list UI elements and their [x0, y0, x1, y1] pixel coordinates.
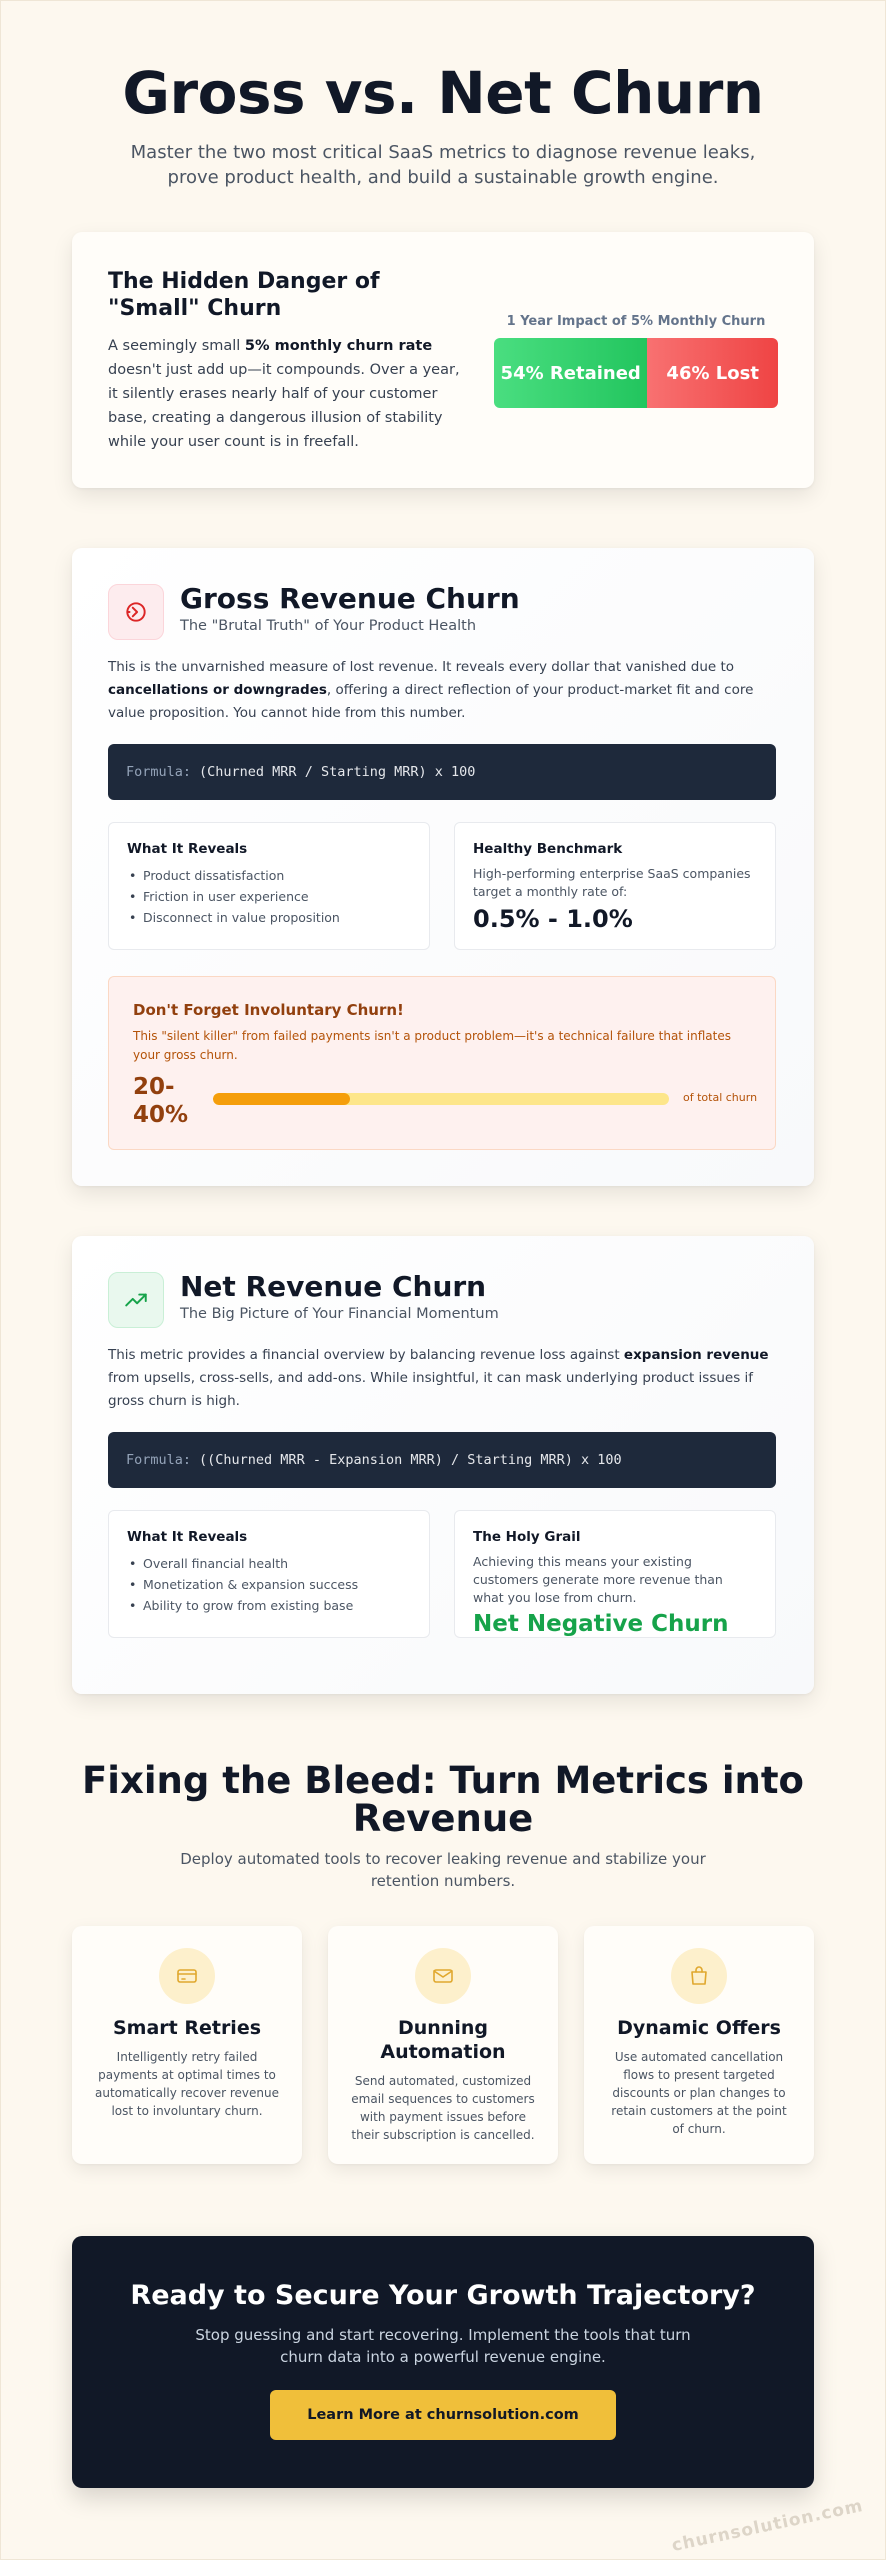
- danger-text-part: A seemingly small: [108, 338, 245, 354]
- tool-card-dunning-automation: [328, 1926, 558, 2164]
- danger-text-emphasis: 5% monthly churn rate: [244, 338, 433, 354]
- formula-label: Formula:: [126, 764, 192, 780]
- list-item: • Monetization & expansion success: [127, 1574, 411, 1595]
- tool-description: Send automated, customized email sequences to customers with payment issues before their subscription is cancelled.: [351, 2074, 535, 2142]
- danger-text: [108, 334, 468, 454]
- impact-title: 1 Year Impact of 5% Monthly Churn: [506, 314, 766, 329]
- reveals-list: [127, 865, 411, 928]
- net-desc-part: from upsells, cross-sells, and add-ons. While insightful, it can mask underlying product issues if gross churn is high.: [108, 1370, 754, 1409]
- list-item: • Product dissatisfaction: [127, 865, 411, 886]
- trending-up-icon: [108, 1272, 164, 1328]
- hero: [0, 59, 886, 190]
- tool-description: Use automated cancellation flows to present targeted discounts or plan changes to retain customers at the point of churn.: [611, 2050, 787, 2136]
- cta-title: Ready to Secure Your Growth Trajectory?: [130, 2280, 756, 2311]
- net-formula: [108, 1432, 776, 1488]
- net-desc-emphasis: expansion revenue: [623, 1347, 769, 1363]
- tool-title: Dunning Automation: [380, 2017, 506, 2063]
- benchmark-value: 0.5% - 1.0%: [473, 905, 633, 933]
- impact-bar: [494, 338, 778, 408]
- list-item: • Friction in user experience: [127, 886, 411, 907]
- net-desc-part: This metric provides a financial overview by balancing revenue loss against: [108, 1347, 624, 1363]
- benchmark-text: High-performing enterprise SaaS companies target a monthly rate of:: [473, 866, 751, 899]
- fix-section-title: Fixing the Bleed: Turn Metrics into Revenue: [82, 1759, 804, 1840]
- gross-churn-card: [72, 548, 814, 1186]
- grail-value: Net Negative Churn: [473, 1611, 729, 1637]
- cta-text: Stop guessing and start recovering. Implement the tools that turn churn data into a powerful revenue engine.: [195, 2326, 691, 2366]
- grail-text: Achieving this means your existing customers generate more revenue than what you lose from churn.: [473, 1554, 723, 1605]
- gross-title: Gross Revenue Churn: [180, 582, 520, 615]
- tool-card-dynamic-offers: [584, 1926, 814, 2164]
- involuntary-text: This "silent killer" from failed payments isn't a product problem—it's a technical failure that inflates your gross churn.: [133, 1029, 732, 1062]
- involuntary-progress-track: [213, 1093, 669, 1105]
- tool-title: Smart Retries: [112, 2017, 262, 2039]
- formula-expression: ((Churned MRR - Expansion MRR) / Starting MRR) x 100: [199, 1452, 622, 1468]
- mail-icon: [415, 1948, 471, 2004]
- cta-banner: [72, 2236, 814, 2488]
- danger-title: The Hidden Danger of "Small" Churn: [108, 269, 380, 321]
- credit-card-icon: [159, 1948, 215, 2004]
- tool-title: Dynamic Offers: [617, 2017, 781, 2039]
- net-subtitle: The Big Picture of Your Financial Momentum: [180, 1306, 499, 1322]
- page-subtitle: Master the two most critical SaaS metrics to diagnose revenue leaks, prove product health, and build a sustainable growth engine.: [130, 141, 756, 188]
- benchmark-title: Healthy Benchmark: [473, 841, 623, 857]
- involuntary-title: Don't Forget Involuntary Churn!: [133, 1001, 404, 1019]
- gross-desc-emphasis: cancellations or downgrades: [108, 682, 327, 698]
- page-title: Gross vs. Net Churn: [122, 59, 764, 127]
- retained-segment: 54% Retained: [494, 338, 647, 408]
- shopping-bag-icon: [671, 1948, 727, 2004]
- net-churn-card: [72, 1236, 814, 1694]
- watermark: churnsolution.com: [670, 2495, 866, 2557]
- fix-section-subtitle: Deploy automated tools to recover leaking revenue and stabilize your retention numbers.: [180, 1850, 706, 1890]
- involuntary-range: [133, 1073, 203, 1129]
- net-description: [108, 1344, 774, 1413]
- benchmark-box: [454, 822, 776, 950]
- reveals-title: What It Reveals: [127, 1529, 248, 1545]
- gross-reveals-box: [108, 822, 430, 950]
- range-line: 20-: [133, 1074, 175, 1100]
- range-line: 40%: [133, 1102, 189, 1128]
- dollar-down-icon: [108, 584, 164, 640]
- lost-segment: 46% Lost: [647, 338, 778, 408]
- holy-grail-box: [454, 1510, 776, 1638]
- gross-desc-part: This is the unvarnished measure of lost revenue. It reveals every dollar that vanished due to: [108, 659, 735, 675]
- list-item: • Ability to grow from existing base: [127, 1595, 411, 1616]
- formula-expression: (Churned MRR / Starting MRR) x 100: [199, 764, 476, 780]
- gross-desc-part: , offering a direct reflection of your product-market fit and core value proposition. You cannot hide from this number.: [108, 682, 754, 721]
- danger-text-part: doesn't just add up—it compounds. Over a year, it silently erases nearly half of your customer base, creating a dangerous illusion of stability while your user count is in freefall.: [108, 362, 460, 450]
- involuntary-progress-fill: [213, 1093, 350, 1105]
- list-item: • Overall financial health: [127, 1553, 411, 1574]
- gross-description: [108, 656, 774, 725]
- net-reveals-box: [108, 1510, 430, 1638]
- involuntary-note: of total churn: [683, 1091, 758, 1104]
- grail-title: The Holy Grail: [473, 1529, 581, 1545]
- list-item: • Disconnect in value proposition: [127, 907, 411, 928]
- learn-more-button[interactable]: Learn More at churnsolution.com: [270, 2390, 616, 2440]
- reveals-title: What It Reveals: [127, 841, 248, 857]
- tool-card-smart-retries: [72, 1926, 302, 2164]
- gross-subtitle: The "Brutal Truth" of Your Product Health: [180, 618, 477, 634]
- reveals-list: [127, 1553, 411, 1616]
- gross-formula: [108, 744, 776, 800]
- involuntary-churn-callout: [108, 976, 776, 1150]
- formula-label: Formula:: [126, 1452, 192, 1468]
- hidden-danger-card: [72, 232, 814, 488]
- tool-description: Intelligently retry failed payments at optimal times to automatically recover revenue lost to involuntary churn.: [95, 2050, 279, 2118]
- net-title: Net Revenue Churn: [180, 1270, 487, 1303]
